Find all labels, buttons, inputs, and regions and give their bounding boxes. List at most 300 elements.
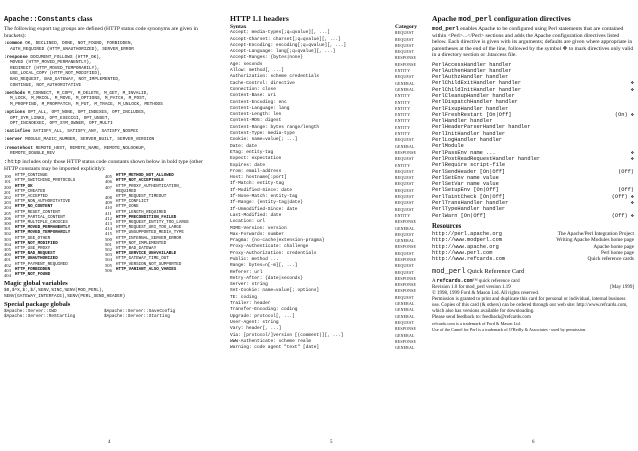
header-syntax: Host: hostname[:port] xyxy=(230,175,287,181)
header-category: REQUEST xyxy=(395,295,414,300)
tag-group-key: :satisfies xyxy=(4,129,31,135)
tag-group-server xyxy=(4,137,209,143)
status-code: 403 xyxy=(4,267,11,273)
tag-group-first-line: DOCUMENT_FOLLOWS (HTTP_OK), xyxy=(27,54,102,60)
header-syntax: Content-MD5: digest xyxy=(230,118,282,124)
header-category: GENERAL xyxy=(395,144,415,149)
status-row xyxy=(4,231,206,236)
directive-list xyxy=(432,62,634,219)
status-code: 402 xyxy=(4,262,11,268)
directive-default: ❖ xyxy=(630,200,634,207)
status-code: 201 xyxy=(4,189,11,195)
header-syntax: Pragma: {no-cache|extension-pragma} xyxy=(230,238,325,244)
status-name: HTTP_VERSION_NOT_SUPPORTED xyxy=(116,262,182,267)
header-syntax: Content-Type: media-type xyxy=(230,131,295,137)
http-header-row xyxy=(230,37,435,43)
directive-text: PerlFixupHandler handler xyxy=(432,105,509,112)
header-category: REQUEST xyxy=(395,176,414,181)
status-code: 101 xyxy=(4,179,11,185)
resource-url: http://www.modperl.com xyxy=(432,237,502,244)
header-syntax: MIME-Version: version xyxy=(230,225,287,231)
status-name: HTTP_REQUEST_ENTITY_TOO_LARGE xyxy=(116,221,189,226)
status-name: HTTP_UNAUTHORIZED xyxy=(15,257,58,262)
directive-text: PerlTransHandler handler xyxy=(432,200,509,207)
directive-text: PerlChildInitHandler handler xyxy=(432,86,522,93)
tag-group-first-line: SATISFY_ALL, SATISFY_ANY, SATISFY_NOSPEC xyxy=(30,129,139,135)
status-name: HTTP_CONFLICT xyxy=(116,200,149,205)
directive-default: (Off) ❖ xyxy=(611,193,634,200)
header-syntax: ETag: entity-tag xyxy=(230,149,274,155)
header-category: GENERAL xyxy=(395,87,415,92)
status-name: HTTP_METHOD_NOT_ALLOWED xyxy=(116,174,174,179)
status-name xyxy=(116,273,206,278)
http-status-table xyxy=(4,174,206,278)
resource-url: http://www.refcards.com xyxy=(432,256,506,263)
status-code: 409 xyxy=(105,200,112,206)
header-syntax: Content-Length: len xyxy=(230,112,282,118)
status-name: HTTP_NOT_IMPLEMENTED xyxy=(116,241,167,246)
header-category: RESPONSE xyxy=(395,257,417,262)
directive-text: PerlSetEnv name value xyxy=(432,174,499,181)
status-name: HTTP_MOVED_PERMANENTLY xyxy=(15,226,71,231)
http-headers-table xyxy=(230,24,435,351)
header-syntax: Accept-Encoding: encoding[;q=qvalue][, ...] xyxy=(230,42,347,48)
status-name: HTTP_BAD_GATEWAY xyxy=(116,247,157,252)
header-category: ENTITY xyxy=(395,163,411,168)
status-code: 301 xyxy=(4,226,11,232)
magic-globals-title: Magic global variables xyxy=(4,280,68,288)
header-syntax: Accept-Charset: charset[;q=qvalue][, ...] xyxy=(230,36,341,42)
status-code: 405 xyxy=(105,174,112,180)
status-name: HTTP_NOT_FOUND xyxy=(15,273,51,278)
status-name: HTTP_INTERNAL_SERVER_ERROR xyxy=(116,236,182,241)
header-syntax: Date: date xyxy=(230,143,258,149)
status-code: 404 xyxy=(4,273,11,279)
mod-perl-column xyxy=(432,14,634,434)
directive-text: PerlHeaderParserHandler handler xyxy=(432,124,531,131)
status-name: HTTP_REQUEST_TIMEOUT xyxy=(116,195,167,199)
apache-constants-column xyxy=(4,14,209,434)
special-globals-row: $Apache::Server::CWD $Apache::Server::SaveConfig xyxy=(4,309,176,315)
header-syntax: Connection: close xyxy=(230,86,276,92)
http-headers-column xyxy=(230,14,435,434)
status-name: HTTP_SEE_OTHER xyxy=(15,236,51,241)
directive-text: PerlInitHandler handler xyxy=(432,130,506,137)
header-syntax: If-Range: {entity-tag|date} xyxy=(230,200,303,206)
header-category: RESPONSE xyxy=(395,327,417,332)
status-code: 203 xyxy=(4,200,11,206)
status-name: HTTP_SWITCHING_PROTOCOLS xyxy=(15,179,76,184)
header-syntax: TE: coding xyxy=(230,294,258,300)
qr-trademark: refcards.com is a trademark of Ford & Mason Ltd. xyxy=(432,321,521,327)
tag-group-first-line: REMOTE_HOST, REMOTE_NAME, REMOTE_NOLOOKUP, xyxy=(32,145,147,151)
directive-text: PerlAccessHandler handler xyxy=(432,61,512,68)
header-syntax: User-Agent: string xyxy=(230,319,279,325)
status-name: HTTP_MOVED_TEMPORARILY xyxy=(15,231,71,236)
tag-group-line: M_LOCK, M_MKCOL, M_MOVE, M_OPTIONS, M_PATCH, M_POST, xyxy=(10,96,148,102)
header-syntax: Accept-Language: lang[;q=qvalue][, ...] xyxy=(230,49,336,55)
header-category: REQUEST xyxy=(395,201,414,206)
header-syntax: Content-Base: uri xyxy=(230,93,276,99)
tag-group-satisfies xyxy=(4,129,209,135)
directive-text: PerlPostReadRequestHandler handler xyxy=(432,155,541,162)
resources-title: Resources xyxy=(432,222,462,230)
header-syntax: Last-Modified: date xyxy=(230,212,282,218)
header-category: GENERAL xyxy=(395,308,415,313)
http-headers-title: HTTP 1.1 headers xyxy=(230,14,289,23)
tag-group-line: M_PROPFIND, M_PROPPATCH, M_PUT, M_TRACE, M_UNLOCK, METHODS xyxy=(10,101,163,107)
status-code: 505 xyxy=(105,262,112,268)
directive-default: ❖ xyxy=(630,155,634,162)
header-category: RESPONSE xyxy=(395,245,417,250)
status-name: HTTP_GONE xyxy=(116,205,139,210)
resource-url: http://perl.apache.org xyxy=(432,230,502,237)
header-category: REQUEST xyxy=(395,232,414,237)
header-category: REQUEST xyxy=(395,43,414,48)
tag-group-key: :remotehost xyxy=(4,145,33,151)
tag-group-line: OPT_INCNOEXEC, OPT_SYM_OWNER, OPT_MULTI xyxy=(10,121,113,127)
status-code: 408 xyxy=(105,195,112,200)
header-category: ENTITY xyxy=(395,113,411,118)
special-globals-row: $Apache::Server::ReStarting $Apache::Server::Starting xyxy=(4,314,170,320)
header-category: ENTITY xyxy=(395,94,411,99)
category-column-header: Category xyxy=(395,24,418,30)
status-name: HTTP_MULTIPLE_CHOICES xyxy=(15,221,68,226)
header-category: RESPONSE xyxy=(395,220,417,225)
status-code: 303 xyxy=(4,236,11,242)
special-globals-title: Special package globals xyxy=(4,301,71,309)
header-syntax: Cookie: name=value[; ...] xyxy=(230,137,298,143)
status-name: HTTP_NON_AUTHORITATIVE xyxy=(15,200,71,205)
header-syntax: Content-Language: lang xyxy=(230,105,290,111)
status-code: 411 xyxy=(105,210,112,216)
header-category: ENTITY xyxy=(395,119,411,124)
tag-group-line: REDIRECT (HTTP_MOVED_TEMPORARILY), xyxy=(10,65,100,71)
directive-default: (Off) xyxy=(618,187,634,194)
status-code: 410 xyxy=(105,205,112,211)
header-category: ENTITY xyxy=(395,69,411,74)
header-category: ENTITY xyxy=(395,132,411,137)
status-row xyxy=(4,273,206,278)
status-name: HTTP_NOT_MODIFIED xyxy=(15,241,58,246)
tag-group-line: AUTH_REQUIRED (HTTP_UNAUTHORIZED), SERVER_ERROR xyxy=(10,46,134,52)
header-syntax: Location: url xyxy=(230,219,266,225)
qr-revision-line: Revision 1.0 for mod_perl version 1.19 [May 1999] xyxy=(432,285,634,291)
header-syntax: Set-Cookie: name=value[; options] xyxy=(230,288,320,294)
header-syntax: Upgrade: protocol[, ...] xyxy=(230,313,295,319)
directive-text: PerlSetVar name value xyxy=(432,181,499,188)
header-category: ENTITY xyxy=(395,100,411,105)
status-name: HTTP_SERVICE_UNAVAILABLE xyxy=(116,252,177,257)
directive-text: PerlDispatchHandler handler xyxy=(432,99,518,106)
resource-row xyxy=(432,256,634,262)
tag-group-key: :common xyxy=(4,41,23,46)
tag-group-first-line: MODULE_MAGIC_NUMBER, SERVER_BUILT, SERVER_VERSION xyxy=(22,137,155,143)
status-name: HTTP_PARTIAL_CONTENT xyxy=(15,215,66,220)
tag-group-methods xyxy=(4,91,209,108)
status-code: 412 xyxy=(105,215,112,221)
directive-text: PerlRequire script-file xyxy=(432,162,506,169)
header-syntax: Via: [protocol/]version [(comment)][, ...] xyxy=(230,332,344,338)
header-category: REQUEST xyxy=(395,75,414,80)
directive-text: PerlPassEnv name ... xyxy=(432,149,496,156)
header-category: RESPONSE xyxy=(395,339,417,344)
header-syntax: Vary: header[, ...] xyxy=(230,326,282,332)
mod-perl-directives-title: Apache mod_perl configuration directives xyxy=(432,14,571,24)
header-syntax: Proxy-Authorization: credentials xyxy=(230,250,317,256)
header-category: REQUEST xyxy=(395,50,414,55)
http-header-row xyxy=(230,333,435,339)
header-syntax: Server: string xyxy=(230,282,268,288)
status-code: 501 xyxy=(105,241,112,247)
qr-camel-notice: Use of the Camel for Perl is a trademark of O'Reilly & Associates - used by permission. xyxy=(432,326,587,332)
header-category: REQUEST xyxy=(395,264,414,269)
header-category: REQUEST xyxy=(395,188,414,193)
header-syntax: Allow: method[, ...] xyxy=(230,68,285,74)
header-category: REQUEST xyxy=(395,138,414,143)
directive-text: PerlAuthzHandler handler xyxy=(432,74,509,81)
header-category: REQUEST xyxy=(395,251,414,256)
mod-perl-intro: mod_perl enables Apache to be configured using Perl statements that are contained within <Perl>...</Perl> sections and adds the Apache configuration directives listed below. Each directive is given with its arguments; defaults are given where appropriate in parentheses at the end of the line, followed by the symbol ❖ to mark directives only valid in a directory section or .htaccess file. xyxy=(432,25,634,58)
directive-text: PerlCleanupHandler handler xyxy=(432,92,515,99)
status-code: 401 xyxy=(4,257,11,263)
header-category: RESPONSE xyxy=(395,276,417,281)
header-syntax: Expires: date xyxy=(230,162,266,168)
tag-group-key: :server xyxy=(4,137,23,143)
header-category: GENERAL xyxy=(395,302,415,307)
tag-group-line: MOVED (HTTP_MOVED_PERMANENTLY), xyxy=(10,60,92,66)
status-name: HTTP_REQUEST_URI_TOO_LARGE xyxy=(116,226,182,231)
header-category: RESPONSE xyxy=(395,56,417,61)
status-name: HTTP_NOT_ACCEPTABLE xyxy=(116,179,164,184)
header-syntax: If-Unmodified-Since: date xyxy=(230,206,298,212)
directive-text: PerlTypeHandler handler xyxy=(432,206,506,213)
status-code xyxy=(105,273,116,278)
status-name: HTTP_FORBIDDEN xyxy=(15,267,51,272)
tag-group-remotehost xyxy=(4,146,209,157)
page-number-6: 6 xyxy=(532,440,535,445)
resource-url: http://www.perl.com xyxy=(432,249,493,256)
status-code: 504 xyxy=(105,257,112,263)
header-category: REQUEST xyxy=(395,157,414,162)
page-number-4: 4 xyxy=(108,440,111,445)
status-name: HTTP_BAD_REQUEST xyxy=(15,252,56,257)
special-globals-table xyxy=(4,309,204,320)
header-category: ENTITY xyxy=(395,213,411,218)
status-code: 200 xyxy=(4,184,11,190)
status-name: REQUIRED xyxy=(116,189,137,194)
directive-text: PerlSendHeader [On|Off] xyxy=(432,168,506,175)
header-category: GENERAL xyxy=(395,346,415,351)
qr-line-1: A refcards.com™ quick reference card xyxy=(432,278,520,285)
status-name: HTTP_USE_PROXY xyxy=(15,247,51,252)
qr-permission: Permission is granted to print and duplicate this card for personal or individual, internal business use. Copies of this card (& others) can be ordered through our web site: http://www.refcards.com, which also has versions available for downloading. xyxy=(432,297,628,315)
header-syntax: Retry-After: {date|seconds} xyxy=(230,275,303,281)
header-syntax: Range: bytes=n[-m][, ...] xyxy=(230,263,298,269)
syntax-column-header: Syntax xyxy=(230,24,247,30)
status-name: HTTP_OK xyxy=(15,184,33,189)
magic-globals-line-1: $0,$^X,$:,$/,%ENV,%INC,%ENV(MOD_PERL), xyxy=(4,288,105,294)
status-code: 407 xyxy=(105,184,112,190)
header-syntax: If-Modified-Since: date xyxy=(230,187,293,193)
resource-description: Quick reference cards xyxy=(587,256,634,263)
status-code: 300 xyxy=(4,221,11,227)
header-syntax: Expect: expectation xyxy=(230,156,282,162)
header-category: ENTITY xyxy=(395,125,411,130)
directive-text: PerlTaintCheck [On|Off] xyxy=(432,193,506,200)
http-tag-note: :http includes only those HTTP status code constants shown below in bold type (other HTTP constants may be imported explicitly): xyxy=(4,158,203,172)
status-code: 202 xyxy=(4,195,11,200)
apache-constants-title: Apache::Constants class xyxy=(4,14,93,24)
status-name: HTTP_PROXY_AUTHENTICATION_ xyxy=(116,184,182,189)
tag-group-line: CONTINUE, NOT_AUTHORITATIVE xyxy=(10,82,82,88)
header-syntax: Max-Forwards: number xyxy=(230,231,285,237)
header-syntax: Public: method ... xyxy=(230,256,279,262)
qr-feedback: Please send feedback to: feedback@refcards.com xyxy=(432,315,531,321)
status-name: HTTP_CREATED xyxy=(15,189,46,194)
header-syntax: Referer: url xyxy=(230,269,263,275)
status-code: 204 xyxy=(4,205,11,211)
status-code: 305 xyxy=(4,247,11,253)
status-code: 414 xyxy=(105,226,112,232)
tag-group-first-line: M_CONNECT, M_COPY, M_DELETE, M_GET, M_INVALID, xyxy=(25,90,149,96)
tag-group-common xyxy=(4,41,209,52)
status-code: 502 xyxy=(105,247,112,253)
header-category: REQUEST xyxy=(395,195,414,200)
status-code: 400 xyxy=(4,252,11,258)
export-tag-groups xyxy=(4,41,209,157)
directive-text: PerlWarn [On|Off] xyxy=(432,212,487,219)
status-code: 500 xyxy=(105,236,112,242)
status-code: 302 xyxy=(4,231,11,237)
magic-globals-line-2: %ENV(GATEWAY_INTERFACE),%ENV(PERL_SEND_HEADER) xyxy=(4,293,126,299)
tag-group-key: :options xyxy=(4,110,26,116)
status-name: HTTP_LENGTH_REQUIRED xyxy=(116,210,167,215)
tag-group-line: REMOTE_DOUBLE_REV xyxy=(10,151,55,157)
status-code: 413 xyxy=(105,221,112,227)
directive-text: PerlLogHandler handler xyxy=(432,137,502,144)
status-name: HTTP_GATEWAY_TIME_OUT xyxy=(116,257,169,262)
tag-group-first-line: OK, DECLINED, DONE, NOT_FOUND, FORBIDDEN, xyxy=(22,41,134,46)
directive-default: (Off) xyxy=(618,168,634,175)
directive-item xyxy=(432,213,634,219)
header-syntax: Cache-Control: directive xyxy=(230,80,295,86)
header-syntax: Content-Range: bytes range/length xyxy=(230,124,320,130)
status-code: 406 xyxy=(105,179,112,185)
resource-url: http://www.apache.org xyxy=(432,243,499,250)
status-name: HTTP_PAYMENT_REQUIRED xyxy=(15,262,68,267)
tag-group-first-line: OPT_ALL, OPT_NONE, OPT_INDEXES, OPT_INCLUDES, xyxy=(25,110,147,116)
quick-reference-title: mod_perl Quick Reference Card xyxy=(432,268,525,277)
status-name: HTTP_UNSUPPORTED_MEDIA_TYPE xyxy=(116,231,184,236)
tag-group-line: OPT_SYM_LINKS, OPT_EXECCGI, OPT_UNSET, xyxy=(10,115,111,121)
header-syntax: Accept-Ranges: {bytes|none} xyxy=(230,55,303,61)
header-category: REQUEST xyxy=(395,270,414,275)
tag-group-options xyxy=(4,110,209,127)
tag-group-line: BAD_REQUEST, BAD_GATEWAY, NOT_IMPLEMENTED, xyxy=(10,77,121,83)
status-code: 503 xyxy=(105,252,112,258)
resource-description: Writing Apache Modules home page xyxy=(556,237,634,244)
tag-group-response xyxy=(4,55,209,89)
qr-copyright: © 1998, 1999 Ford & Mason Ltd. All rights reserved. xyxy=(432,291,540,297)
header-category: ENTITY xyxy=(395,106,411,111)
tag-group-key: :response xyxy=(4,54,28,60)
status-code: 206 xyxy=(4,215,11,221)
header-syntax: Warning: code agent "text" [date] xyxy=(230,345,320,351)
header-category: REQUEST xyxy=(395,169,414,174)
status-name: HTTP_CONTINUE xyxy=(15,174,48,179)
header-category: GENERAL xyxy=(395,333,415,338)
header-syntax: Trailer: header xyxy=(230,301,271,307)
directive-default: ❖ xyxy=(630,149,634,156)
header-syntax: If-None-Match: entity-tag xyxy=(230,194,298,200)
status-code: 415 xyxy=(105,231,112,237)
directive-text: PerlFreshRestart [On|Off] xyxy=(432,111,512,118)
header-category: RESPONSE xyxy=(395,289,417,294)
status-name: HTTP_ACCEPTED xyxy=(15,195,48,199)
status-name: HTTP_VARIANT_ALSO_VARIES xyxy=(116,267,177,272)
directive-text: PerlSetupEnv [On|Off] xyxy=(432,187,499,194)
directive-default: (Off) ❖ xyxy=(611,212,634,219)
resource-description: Perl home page xyxy=(601,249,634,256)
header-syntax: Proxy-Authenticate: challenge xyxy=(230,244,309,250)
header-category: REQUEST xyxy=(395,31,414,36)
status-code: 506 xyxy=(105,267,112,273)
tag-group-line: USE_LOCAL_COPY (HTTP_NOT_MODIFIED), xyxy=(10,71,103,77)
status-name: HTTP_PRECONDITION_FAILED xyxy=(116,215,177,220)
directive-default: ❖ xyxy=(630,86,634,93)
status-name: HTTP_RESET_CONTENT xyxy=(15,210,61,215)
header-syntax: Accept: media-types[;q=qvalue][, ...] xyxy=(230,30,330,36)
header-category: GENERAL xyxy=(395,314,415,319)
status-name: HTTP_NO_CONTENT xyxy=(15,205,53,210)
http-header-row xyxy=(230,345,435,351)
directive-text: PerlModule xyxy=(432,143,464,150)
status-code: 100 xyxy=(4,174,11,180)
resources-table xyxy=(432,231,634,262)
status-code: 205 xyxy=(4,210,11,216)
header-category: REQUEST xyxy=(395,320,414,325)
header-syntax: From: email-address xyxy=(230,168,282,174)
header-syntax: Transfer-Encoding: coding xyxy=(230,307,298,313)
header-category: REQUEST xyxy=(395,37,414,42)
directive-text: PerlAuthenHandler handler xyxy=(432,67,512,74)
header-category: GENERAL xyxy=(395,81,415,86)
directive-default: ❖ xyxy=(630,80,634,87)
header-syntax: WWW-Authenticate: scheme realm xyxy=(230,338,312,344)
header-category: RESPONSE xyxy=(395,62,417,67)
header-category: GENERAL xyxy=(395,239,415,244)
header-syntax: If-Match: entity-tag xyxy=(230,181,285,187)
page-number-5: 5 xyxy=(330,440,333,445)
tag-group-key: :methods xyxy=(4,90,26,96)
header-category: REQUEST xyxy=(395,207,414,212)
header-syntax: Age: seconds xyxy=(230,61,263,67)
header-syntax: Authorization: scheme credentials xyxy=(230,74,320,80)
resource-description: Apache home page xyxy=(593,243,634,250)
header-category: REQUEST xyxy=(395,182,414,187)
status-code: 304 xyxy=(4,241,11,247)
header-category: RESPONSE xyxy=(395,150,417,155)
directive-text: PerlHandler handler xyxy=(432,118,493,125)
header-category: RESPONSE xyxy=(395,283,417,288)
apache-constants-intro: The following export tag groups are defined (HTTP status code synonyms are given in brackets): xyxy=(4,26,198,39)
header-category: GENERAL xyxy=(395,226,415,231)
directive-text: PerlChildExitHandler handler xyxy=(432,80,522,87)
resource-description: The Apache/Perl Integration Project xyxy=(557,230,634,237)
directive-default: (On) ❖ xyxy=(614,111,634,118)
header-syntax: Content-Encoding: enc xyxy=(230,99,287,105)
